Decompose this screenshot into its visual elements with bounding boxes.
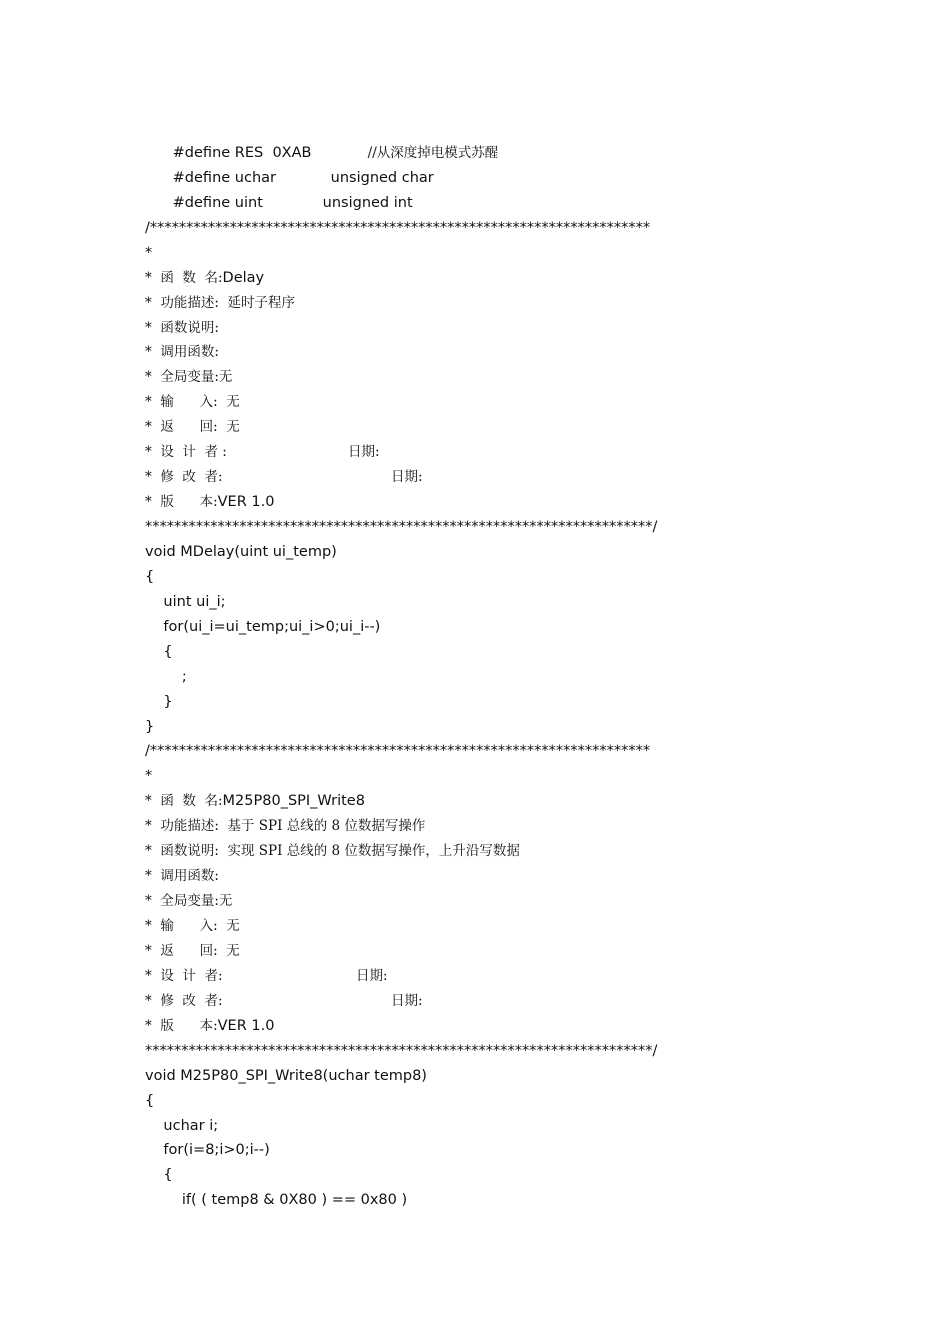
define-comment: //从深度掉电模式苏醒 <box>367 144 499 161</box>
code-line: { <box>145 1092 155 1109</box>
date-label: 日期: <box>348 444 380 461</box>
code-line: if( ( temp8 & 0X80 ) == 0x80 ) <box>145 1192 408 1209</box>
header-field-return: * 返 回: 无 <box>145 942 240 959</box>
header-field-calls: * 调用函数: <box>145 344 219 361</box>
date-label: 日期: <box>391 992 423 1009</box>
header-field-version: * 版 本:VER 1.0 <box>145 494 275 511</box>
define-name: #define uchar <box>172 169 276 186</box>
define-res-line <box>145 116 865 161</box>
code-line: { <box>145 1167 173 1184</box>
date-label: 日期: <box>391 469 423 486</box>
header-field-version: * 版 本:VER 1.0 <box>145 1017 275 1034</box>
code-line: } <box>145 718 155 735</box>
header-field-globals: * 全局变量:无 <box>145 369 233 386</box>
header-field-desc: * 功能描述: 延时子程序 <box>145 294 295 311</box>
comment-border-top: /********************************************************************* <box>145 743 651 760</box>
code-line: } <box>145 693 173 710</box>
header-field-modifier: * 修 改 者: 日期: <box>145 992 423 1009</box>
code-listing <box>145 116 865 1213</box>
code-line: { <box>145 568 155 585</box>
header-field-modifier: * 修 改 者: 日期: <box>145 469 423 486</box>
define-name: #define RES 0XAB <box>172 144 312 161</box>
header-field-return: * 返 回: 无 <box>145 419 240 436</box>
code-line: void M25P80_SPI_Write8(uchar temp8) <box>145 1067 427 1084</box>
code-line: for(ui_i=ui_temp;ui_i>0;ui_i--) <box>145 618 381 635</box>
header-field-desc: * 功能描述: 基于 SPI 总线的 8 位数据写操作 <box>145 818 426 835</box>
code-line: for(i=8;i>0;i--) <box>145 1142 270 1159</box>
code-line: ; <box>145 668 187 685</box>
code-line: uchar i; <box>145 1117 219 1134</box>
comment-border-top: /********************************************************************* <box>145 219 651 236</box>
comment-border-bottom: **********************************************************************/ <box>145 519 658 535</box>
header-field-explain: * 函数说明: 实现 SPI 总线的 8 位数据写操作，上升沿写数据 <box>145 843 520 860</box>
define-value: unsigned int <box>322 194 413 211</box>
comment-star-line: * <box>145 768 153 785</box>
code-line: void MDelay(uint ui_temp) <box>145 543 337 560</box>
code-line: { <box>145 643 173 660</box>
code-line: uint ui_i; <box>145 593 226 610</box>
header-field-calls: * 调用函数: <box>145 868 219 885</box>
define-name: #define uint <box>172 194 263 211</box>
date-label: 日期: <box>356 967 388 984</box>
header-field-name: * 函 数 名:Delay <box>145 269 265 286</box>
define-value: unsigned char <box>330 169 434 186</box>
comment-border-bottom: **********************************************************************/ <box>145 1042 658 1059</box>
header-field-globals: * 全局变量:无 <box>145 893 233 910</box>
header-field-input: * 输 入: 无 <box>145 918 240 934</box>
header-field-input: * 输 入: 无 <box>145 394 240 411</box>
comment-star-line: * <box>145 244 153 261</box>
header-field-name: * 函 数 名:M25P80_SPI_Write8 <box>145 793 365 810</box>
header-field-designer: * 设 计 者: 日期: <box>145 967 388 984</box>
header-field-explain: * 函数说明: <box>145 319 219 336</box>
header-field-designer: * 设 计 者 : 日期: <box>145 444 380 461</box>
